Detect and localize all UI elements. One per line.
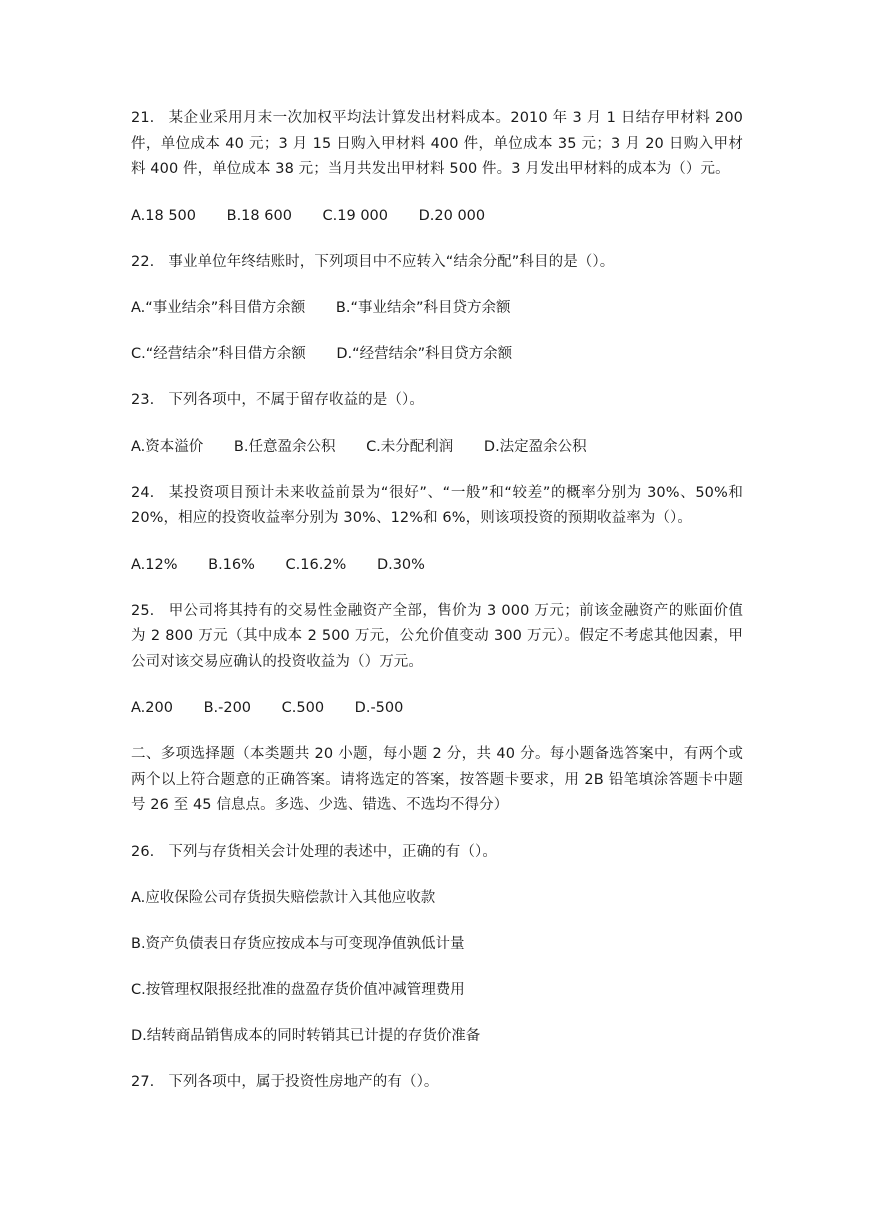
option-c: C.16.2% [285,556,347,573]
option-b: B.资产负债表日存货应按成本与可变现净值孰低计量 [131,936,465,952]
option-a: A.200 [131,700,173,716]
question-number: 23. [131,392,155,408]
option-a: A.应收保险公司存货损失赔偿款计入其他应收款 [131,890,436,906]
question-text: 某企业采用月末一次加权平均法计算发出材料成本。2010 年 3 月 1 日结存甲材料 200 件，单位成本 40 元；3 月 15 日购入甲材料 400 件，单位成本 35 元；3 月 20 日购入甲材料 400 件，单位成本 38 元；当月共发出甲材料 500 件。3 月发出甲材料的成本为（）元。 [131,110,743,177]
option-d: D.结转商品销售成本的同时转销其已计提的存货价准备 [131,1028,481,1044]
question-22 [131,250,743,276]
question-text: 下列与存货相关会计处理的表述中，正确的有（）。 [168,843,497,860]
question-number: 22. [131,253,155,270]
option-b: B.-200 [203,700,252,716]
option-c: C.未分配利润 [366,438,454,455]
question-text: 下列各项中，属于投资性房地产的有（）。 [168,1074,439,1090]
option-c: C.“经营结余”科目借方余额 [131,346,306,362]
option-a: A.资本溢价 [131,438,204,455]
option-a: A.12% [131,556,178,573]
question-text: 某投资项目预计未来收益前景为“很好”、“一般”和“较差”的概率分别为 30%、50%和 20%，相应的投资收益率分别为 30%、12%和 6%，则该项投资的预期收益率为（）。 [131,484,743,526]
question-number: 26. [131,843,155,860]
question-text: 事业单位年终结账时，下列项目中不应转入“结余分配”科目的是（）。 [168,253,615,270]
question-number: 27. [131,1074,155,1090]
options-row [131,435,743,460]
options-row [131,342,743,367]
option-b: B.16% [208,556,255,573]
options-row [131,696,743,721]
option-b: B.任意盈余公积 [233,438,336,455]
option-b: B.18 600 [226,207,292,224]
option-c: C.按管理权限报经批准的盘盈存货价值冲减管理费用 [131,982,465,998]
option-b: B.“事业结余”科目贷方余额 [335,300,511,316]
option-a: A.18 500 [131,207,197,224]
option-d: D.30% [376,556,425,573]
options-row [131,296,743,321]
section-heading: 二、多项选择题（本类题共 20 小题，每小题 2 分，共 40 分。每小题备选答案中，有两个或两个以上符合题意的正确答案。请将选定的答案，按答题卡要求，用 2B 铅笔填涂答题卡中题号 26 至 45 信息点。多选、少选、错选、不选均不得分） [131,746,743,813]
option-a: A.“事业结余”科目借方余额 [131,300,306,316]
question-number: 24. [131,484,155,501]
question-25 [131,599,743,676]
question-23 [131,388,743,414]
option-d: D.-500 [354,700,404,716]
option-c: C.500 [281,700,325,716]
document-page [131,106,743,1117]
option-d: D.“经营结余”科目贷方余额 [336,346,513,362]
question-number: 21. [131,110,155,126]
options-row [131,204,743,229]
question-26 [131,840,743,866]
question-number: 25. [131,602,155,619]
option-d: D.20 000 [418,207,486,224]
question-text: 下列各项中，不属于留存收益的是（）。 [168,392,424,408]
question-24 [131,481,743,532]
question-text: 甲公司将其持有的交易性金融资产全部，售价为 3 000 万元；前该金融资产的账面价值为 2 800 万元（其中成本 2 500 万元，公允价值变动 300 万元）。假定不考虑其他因素，甲公司对该交易应确认的投资收益为（）万元。 [131,602,743,670]
question-21 [131,106,743,183]
option-d: D.法定盈余公积 [483,438,587,455]
option-c: C.19 000 [322,207,389,224]
options-row [131,553,743,578]
question-27 [131,1070,743,1096]
